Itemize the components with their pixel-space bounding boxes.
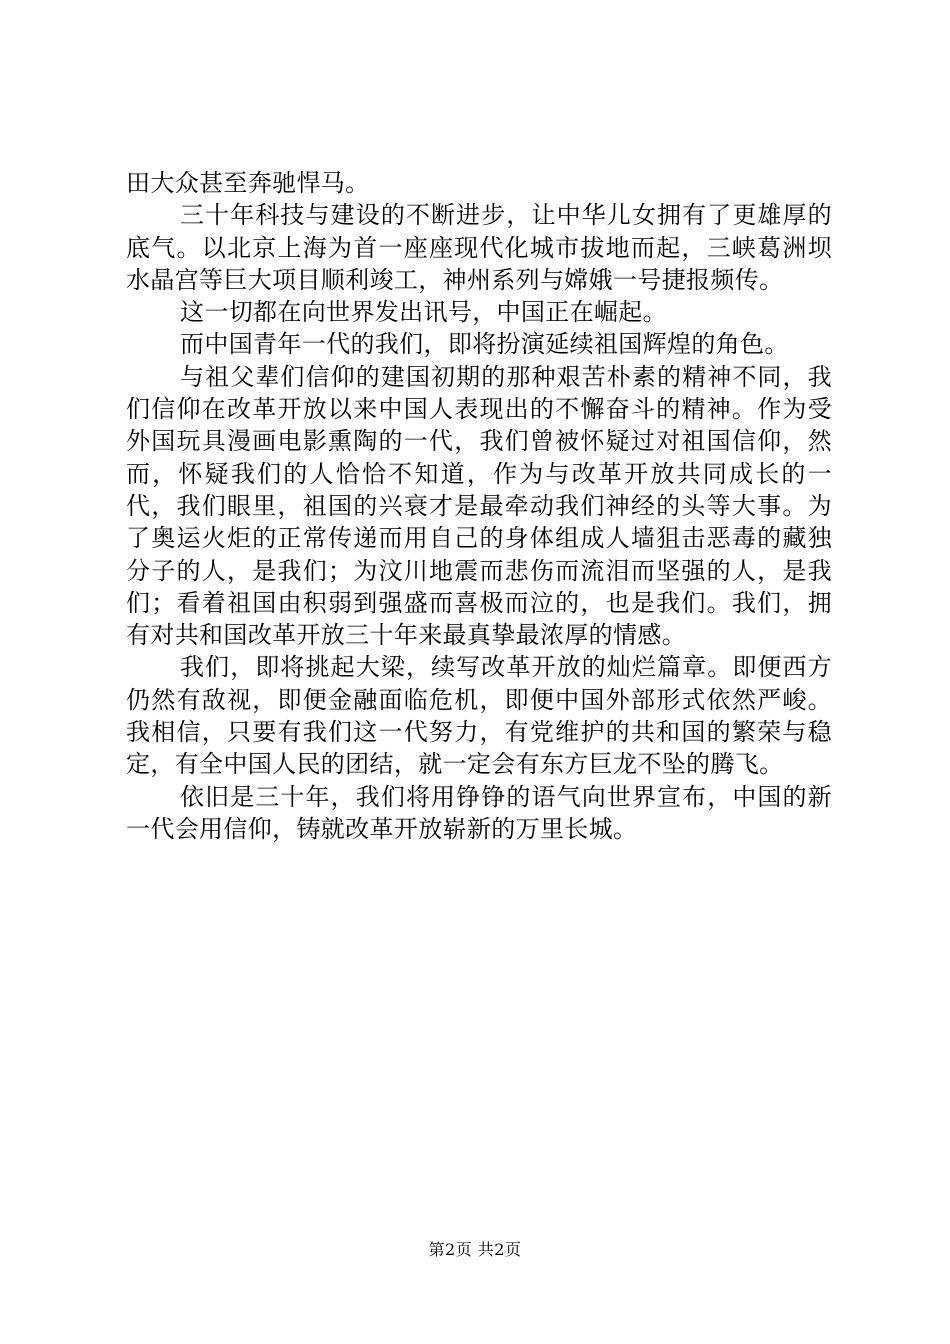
paragraph-4: 而中国青年一代的我们，即将扮演延续祖国辉煌的角色。	[180, 330, 789, 359]
paragraph-2: 三十年科技与建设的不断进步，让中华儿女拥有了更雄厚的底气。以北京上海为首一座座现代化城市拔地而起，三峡葛洲坝水晶宫等巨大项目顺利竣工，神州系列与嫦娥一号捷报频传。	[126, 201, 832, 294]
paragraph-7: 依旧是三十年，我们将用铮铮的语气向世界宣布，中国的新一代会用信仰，铸就改革开放崭新的万里长城。	[126, 782, 832, 843]
page-number-footer: 第2页 共2页	[428, 1240, 522, 1259]
document-body	[126, 167, 832, 845]
paragraph-1: 田大众甚至奔驰悍马。	[126, 169, 370, 197]
paragraph-5: 与祖父辈们信仰的建国初期的那种艰苦朴素的精神不同，我们信仰在改革开放以来中国人表现出的不懈奋斗的精神。作为受外国玩具漫画电影熏陶的一代，我们曾被怀疑过对祖国信仰，然而，怀疑我们的人恰恰不知道，作为与改革开放共同成长的一代，我们眼里，祖国的兴衰才是最牵动我们神经的头等大事。为了奥运火炬的正常传递而用自己的身体组成人墙狙击恶毒的藏独分子的人，是我们；为汶川地震而悲伤而流泪而坚强的人，是我们；看着祖国由积弱到强盛而喜极而泣的，也是我们。我们，拥有对共和国改革开放三十年来最真挚最浓厚的情感。	[126, 362, 832, 650]
paragraph-3: 这一切都在向世界发出讯号，中国正在崛起。	[180, 298, 667, 327]
paragraph-6: 我们，即将挑起大梁，续写改革开放的灿烂篇章。即便西方仍然有敌视，即便金融面临危机，即便中国外部形式依然严峻。我相信，只要有我们这一代努力，有党维护的共和国的繁荣与稳定，有全中国人民的团结，就一定会有东方巨龙不坠的腾飞。	[126, 653, 832, 779]
